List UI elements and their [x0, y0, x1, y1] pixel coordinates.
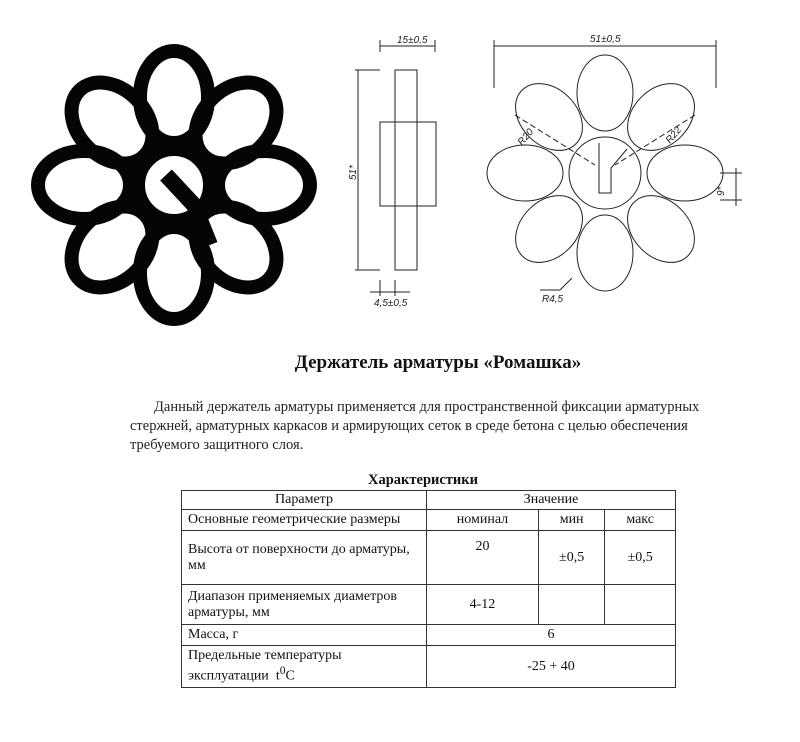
dim-r-small: R4,5 — [542, 294, 564, 305]
param-cell: Высота от поверхности до арматуры, мм — [182, 531, 427, 585]
table-row — [182, 585, 676, 625]
specs-table — [181, 490, 676, 688]
param-unit2: C — [285, 668, 295, 684]
table-header-row — [182, 491, 676, 510]
param-cell: Диапазон применяемых диаметров арматуры, мм — [182, 585, 427, 625]
page-title: Держатель арматуры «Ромашка» — [294, 352, 582, 373]
dim-slot: 9* — [716, 186, 727, 196]
header-param: Параметр — [182, 491, 427, 510]
nominal-cell: 4-12 — [427, 585, 539, 625]
dim-outer: 51±0,5 — [590, 34, 621, 45]
min-cell: ±0,5 — [538, 531, 604, 585]
product-figures — [0, 0, 800, 330]
table-row — [182, 646, 676, 688]
nominal-cell: 20 — [427, 531, 539, 585]
table-row — [182, 625, 676, 646]
min-cell — [538, 585, 604, 625]
col-min: мин — [538, 510, 604, 531]
table-caption: Характеристики — [368, 472, 478, 488]
param-text: Предельные температуры эксплуатации — [188, 648, 342, 684]
group-label: Основные геометрические размеры — [182, 510, 427, 531]
value-cell: 6 — [427, 625, 676, 646]
param-cell — [182, 646, 427, 688]
param-unit: t — [275, 668, 280, 684]
col-max: макс — [605, 510, 676, 531]
table-row — [182, 510, 676, 531]
header-value: Значение — [427, 491, 676, 510]
table-row — [182, 531, 676, 585]
param-cell: Масса, г — [182, 625, 427, 646]
product-photo — [14, 40, 334, 330]
dim-r-left: R20 — [515, 126, 537, 148]
front-view-drawing — [480, 28, 750, 318]
max-cell: ±0,5 — [605, 531, 676, 585]
dim-base: 4,5±0,5 — [374, 298, 408, 309]
col-nominal: номинал — [427, 510, 539, 531]
value-cell: -25 + 40 — [427, 646, 676, 688]
max-cell — [605, 585, 676, 625]
side-view-drawing — [350, 30, 480, 320]
dim-r-right: R22 — [663, 124, 685, 146]
description-paragraph: Данный держатель арматуры применяется для пространственной фиксации арматурных стержней, арматурных каркасов и армирующих сеток в среде бетона с целью обеспечения требуемого защитного слоя. — [130, 399, 700, 453]
param-sup: 0 — [279, 664, 286, 678]
dim-width: 15±0,5 — [397, 35, 428, 46]
dim-height: 51* — [348, 164, 359, 180]
